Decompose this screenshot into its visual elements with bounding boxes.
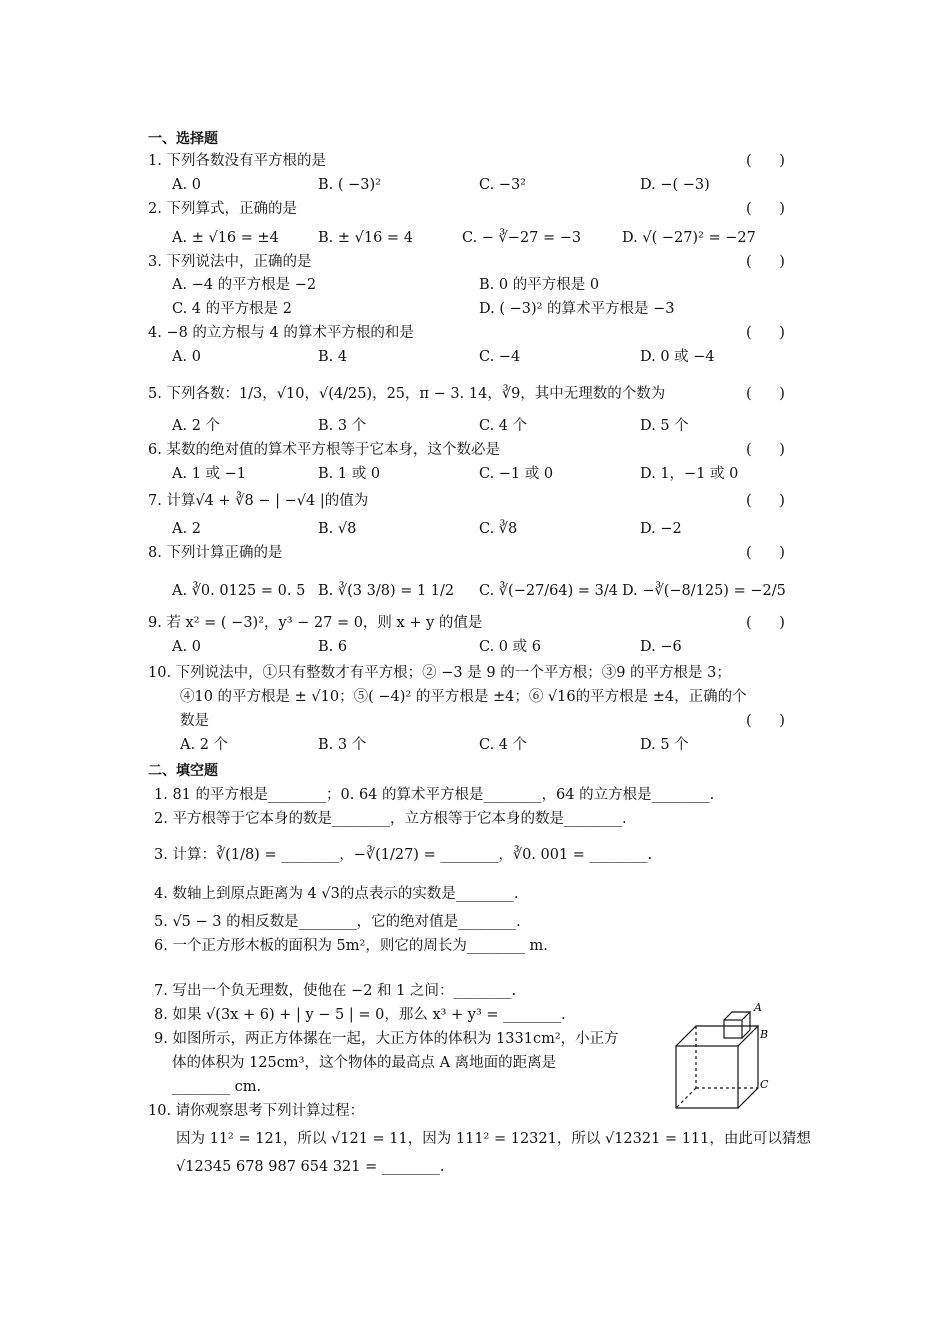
fill-item-7: 7. 写出一个负无理数，使他在 −2 和 1 之间：________. <box>154 983 517 999</box>
fill-item-10-line-2: 因为 11² = 121，所以 √121 = 11，因为 111² = 12321，所以 √12321 = 111，由此可以猜想 <box>176 1131 811 1147</box>
question-4-option-a: A. 0 <box>172 349 201 365</box>
fill-item-3: 3. 计算：∛(1/8) = ________，−∛(1/27) = ________，∛0. 001 = ________. <box>154 847 653 863</box>
question-6-option-b: B. 1 或 0 <box>318 466 381 482</box>
fill-item-6: 6. 一个正方形木板的面积为 5m²，则它的周长为________ m. <box>154 938 548 954</box>
question-3-answer-paren: ( ) <box>746 254 785 270</box>
small-cube-top-face <box>724 1012 750 1020</box>
question-9-answer-paren: ( ) <box>746 615 785 631</box>
question-3-stem: 3. 下列说法中，正确的是 <box>148 254 312 270</box>
question-2-stem: 2. 下列算式，正确的是 <box>148 201 297 217</box>
question-9-stem: 9. 若 x² = ( −3)²，y³ − 27 = 0，则 x + y 的值是 <box>148 615 483 631</box>
fill-item-2: 2. 平方根等于它本身的数是________，立方根等于它本身的数是________. <box>154 811 627 827</box>
question-10-answer-paren: ( ) <box>746 713 785 729</box>
question-8-answer-paren: ( ) <box>746 545 785 561</box>
fill-item-8: 8. 如果 √(3x + 6) + | y − 5 | = 0，那么 x³ + y³ = ________. <box>154 1007 566 1023</box>
question-2-option-c: C. − ∛−27 = −3 <box>462 230 582 246</box>
fill-item-10-line-1: 10. 请你观察思考下列计算过程： <box>148 1103 365 1119</box>
question-10-option-c: C. 4 个 <box>479 737 528 753</box>
question-4-stem: 4. −8 的立方根与 4 的算术平方根的和是 <box>148 325 414 341</box>
question-10-option-a: A. 2 个 <box>180 737 229 753</box>
question-6-option-d: D. 1，−1 或 0 <box>640 466 739 482</box>
big-cube-front-face <box>676 1046 738 1108</box>
stacked-cubes-figure <box>668 1002 778 1112</box>
question-7-answer-paren: ( ) <box>746 493 785 509</box>
fill-item-10-line-3: √12345 678 987 654 321 = ________. <box>176 1159 445 1175</box>
question-6-answer-paren: ( ) <box>746 442 785 458</box>
question-8-option-d: D. −∛(−8/125) = −2/5 <box>622 583 786 599</box>
question-3-option-a: A. −4 的平方根是 −2 <box>172 277 317 293</box>
figure-label-b: B <box>760 1028 769 1041</box>
section-title-fill: 二、填空题 <box>148 763 218 779</box>
fill-item-5: 5. √5 − 3 的相反数是________，它的绝对值是________. <box>154 914 521 930</box>
question-4-option-d: D. 0 或 −4 <box>640 349 715 365</box>
fill-item-9-line-2: 体的体积为 125cm³，这个物体的最高点 A 离地面的距离是 <box>172 1055 557 1071</box>
question-7-option-d: D. −2 <box>640 521 682 537</box>
question-5-answer-paren: ( ) <box>746 386 785 402</box>
question-9-option-c: C. 0 或 6 <box>479 639 541 655</box>
fill-item-4: 4. 数轴上到原点距离为 4 √3的点表示的实数是________. <box>154 886 519 902</box>
figure-label-a: A <box>754 1002 762 1014</box>
question-6-option-a: A. 1 或 −1 <box>172 466 247 482</box>
question-1-answer-paren: ( ) <box>746 153 785 169</box>
question-9-option-b: B. 6 <box>318 639 348 655</box>
question-5-option-d: D. 5 个 <box>640 418 689 434</box>
fill-item-9-line-3: ________ cm. <box>172 1079 262 1095</box>
question-2-option-a: A. ± √16 = ±4 <box>172 230 279 246</box>
question-3-option-d: D. ( −3)² 的算术平方根是 −3 <box>479 301 675 317</box>
question-2-answer-paren: ( ) <box>746 201 785 217</box>
question-4-answer-paren: ( ) <box>746 325 785 341</box>
question-2-option-d: D. √( −27)² = −27 <box>622 230 756 246</box>
question-6-option-c: C. −1 或 0 <box>479 466 554 482</box>
section-title-choice: 一、选择题 <box>148 131 218 147</box>
figure-label-c: C <box>760 1078 769 1091</box>
question-1-option-b: B. ( −3)² <box>318 177 381 193</box>
small-cube-front-face <box>724 1020 742 1038</box>
question-9-option-a: A. 0 <box>172 639 201 655</box>
question-5-option-b: B. 3 个 <box>318 418 367 434</box>
question-1-stem: 1. 下列各数没有平方根的是 <box>148 153 326 169</box>
question-8-option-a: A. ∛0. 0125 = 0. 5 <box>172 583 306 599</box>
fill-item-1: 1. 81 的平方根是________；0. 64 的算术平方根是________，64 的立方根是________. <box>154 787 715 803</box>
question-7-option-b: B. √8 <box>318 521 357 537</box>
question-4-option-c: C. −4 <box>479 349 521 365</box>
question-8-option-b: B. ∛(3 3/8) = 1 1/2 <box>318 583 455 599</box>
question-7-option-c: C. ∛8 <box>479 521 518 537</box>
question-8-stem: 8. 下列计算正确的是 <box>148 545 283 561</box>
question-3-option-c: C. 4 的平方根是 2 <box>172 301 292 317</box>
question-10-line-1: 10. 下列说法中，①只有整数才有平方根；② −3 是 9 的一个平方根；③9 的平方根是 3； <box>148 665 731 681</box>
question-6-stem: 6. 某数的绝对值的算术平方根等于它本身，这个数必是 <box>148 442 500 458</box>
question-3-option-b: B. 0 的平方根是 0 <box>479 277 600 293</box>
question-10-line-3: 数是 <box>180 713 209 729</box>
question-9-option-d: D. −6 <box>640 639 682 655</box>
question-4-option-b: B. 4 <box>318 349 348 365</box>
question-8-option-c: C. ∛(−27/64) = 3/4 <box>479 583 618 599</box>
question-1-option-c: C. −3² <box>479 177 526 193</box>
question-7-option-a: A. 2 <box>172 521 201 537</box>
question-10-option-b: B. 3 个 <box>318 737 367 753</box>
question-1-option-d: D. −( −3) <box>640 177 710 193</box>
question-1-option-a: A. 0 <box>172 177 201 193</box>
question-10-line-2: ④10 的平方根是 ± √10；⑤( −4)² 的平方根是 ±4；⑥ √16的平方根是 ±4，正确的个 <box>180 689 747 705</box>
question-10-option-d: D. 5 个 <box>640 737 689 753</box>
question-5-option-a: A. 2 个 <box>172 418 221 434</box>
question-5-option-c: C. 4 个 <box>479 418 528 434</box>
question-7-stem: 7. 计算√4 + ∛8 − | −√4 |的值为 <box>148 493 369 509</box>
question-5-stem: 5. 下列各数：1/3，√10，√(4/25)，25，π − 3. 14，∛9，其中无理数的个数为 <box>148 386 666 402</box>
question-2-option-b: B. ± √16 = 4 <box>318 230 413 246</box>
fill-item-9-line-1: 9. 如图所示，两正方体摞在一起，大正方体的体积为 1331cm²，小正方 <box>154 1031 619 1047</box>
big-cube-top-face <box>676 1026 758 1046</box>
